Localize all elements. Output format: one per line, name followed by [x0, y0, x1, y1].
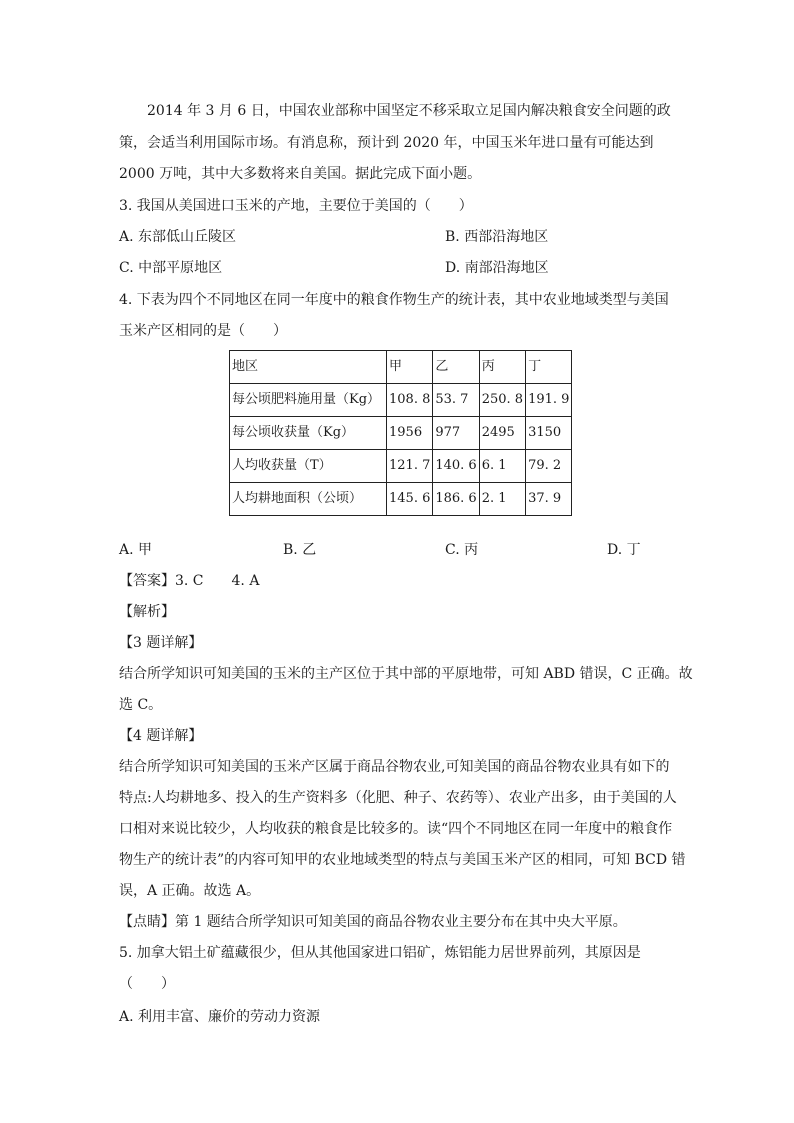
q4-option-b: B. 乙	[283, 542, 317, 558]
question-5-stem-line-1: 5. 加拿大铝土矿蕴藏很少，但从其他国家进口铝矿，炼铝能力居世界前列，其原因是	[119, 945, 641, 961]
table-cell: 191. 9	[526, 384, 572, 417]
table-row	[230, 450, 572, 483]
table-cell: 人均收获量（T）	[230, 450, 387, 483]
q3-detail-line-1: 结合所学知识可知美国的玉米的主产区位于其中部的平原地带，可知 ABD 错误，C 正确。故	[119, 666, 693, 682]
q4-detail-line-1: 结合所学知识可知美国的玉米产区属于商品谷物农业,可知美国的商品谷物农业具有如下的	[119, 759, 670, 775]
q3-detail-line-2: 选 C。	[119, 697, 163, 713]
question-3-stem: 3. 我国从美国进口玉米的产地，主要位于美国的（ ）	[119, 198, 473, 214]
q4-option-d: D. 丁	[607, 542, 641, 558]
table-header-cell: 乙	[433, 351, 479, 384]
question-5-stem-line-2: （ ）	[119, 976, 175, 992]
table-cell: 140. 6	[433, 450, 479, 483]
table-cell: 2. 1	[479, 483, 525, 516]
table-cell: 2495	[479, 417, 525, 450]
q4-option-c: C. 丙	[445, 542, 479, 558]
q4-detail-label: 【4 题详解】	[119, 728, 203, 744]
table-cell: 3150	[526, 417, 572, 450]
q4-option-a: A. 甲	[119, 542, 153, 558]
table-cell: 186. 6	[433, 483, 479, 516]
table-cell: 每公顷收获量（Kg）	[230, 417, 387, 450]
q3-option-a: A. 东部低山丘陵区	[119, 229, 237, 245]
table-header-cell: 丙	[479, 351, 525, 384]
analysis-label: 【解析】	[119, 604, 175, 620]
q3-option-c: C. 中部平原地区	[119, 260, 223, 276]
grain-production-table	[229, 350, 572, 516]
question-4-stem-line-1: 4. 下表为四个不同地区在同一年度中的粮食作物生产的统计表，其中农业地域类型与美国	[119, 292, 669, 308]
intro-line-1: 2014 年 3 月 6 日，中国农业部称中国坚定不移采取立足国内解决粮食安全问题的政	[147, 103, 671, 119]
table-cell: 108. 8	[387, 384, 433, 417]
table-cell: 250. 8	[479, 384, 525, 417]
q4-detail-line-2: 特点:人均耕地多、投入的生产资料多（化肥、种子、农药等）、农业产出多，由于美国的人	[119, 790, 677, 806]
table-row	[230, 384, 572, 417]
highlight-note: 【点睛】第 1 题结合所学知识可知美国的商品谷物农业主要分布在其中央大平原。	[119, 914, 627, 930]
q4-detail-line-4: 物生产的统计表”的内容可知甲的农业地域类型的特点与美国玉米产区的相同，可知 BCD 错	[119, 852, 686, 868]
table-cell: 53. 7	[433, 384, 479, 417]
table-header-cell: 甲	[387, 351, 433, 384]
table-row	[230, 417, 572, 450]
q3-option-d: D. 南部沿海地区	[445, 260, 549, 276]
table-cell: 79. 2	[526, 450, 572, 483]
table-cell: 121. 7	[387, 450, 433, 483]
q4-detail-line-3: 口相对来说比较少，人均收获的粮食是比较多的。读“四个不同地区在同一年度中的粮食作	[119, 821, 673, 837]
table-cell: 977	[433, 417, 479, 450]
table-cell: 145. 6	[387, 483, 433, 516]
table-header-cell: 地区	[230, 351, 387, 384]
table-header-row	[230, 351, 572, 384]
question-4-stem-line-2: 玉米产区相同的是（ ）	[119, 323, 287, 339]
q4-detail-line-5: 误，A 正确。故选 A。	[119, 883, 261, 899]
table-header-cell: 丁	[526, 351, 572, 384]
intro-line-2: 策，会适当利用国际市场。有消息称，预计到 2020 年，中国玉米年进口量有可能达到	[119, 135, 654, 151]
table-cell: 人均耕地面积（公顷）	[230, 483, 387, 516]
table-cell: 6. 1	[479, 450, 525, 483]
table-cell: 每公顷肥料施用量（Kg）	[230, 384, 387, 417]
answer-line: 【答案】3. C 4. A	[119, 573, 260, 589]
table-row	[230, 483, 572, 516]
q3-detail-label: 【3 题详解】	[119, 635, 203, 651]
table-cell: 1956	[387, 417, 433, 450]
q3-option-b: B. 西部沿海地区	[445, 229, 549, 245]
table-cell: 37. 9	[526, 483, 572, 516]
q5-option-a: A. 利用丰富、廉价的劳动力资源	[119, 1009, 321, 1025]
intro-line-3: 2000 万吨，其中大多数将来自美国。据此完成下面小题。	[119, 166, 482, 182]
